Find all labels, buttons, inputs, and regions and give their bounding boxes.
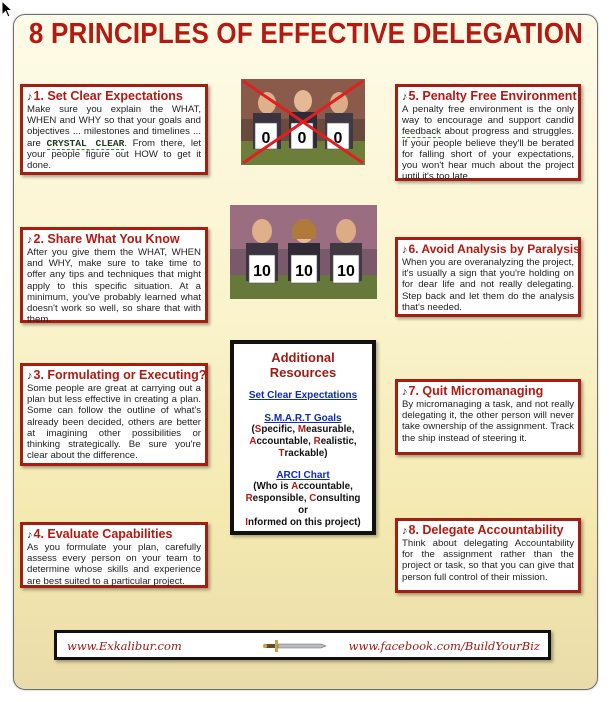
principle-box-6 bbox=[395, 237, 581, 317]
footer-link-facebook[interactable]: www.facebook.com/BuildYourBiz bbox=[348, 639, 540, 653]
music-note-icon: ♪ bbox=[27, 529, 33, 541]
judges-zero-score-photo bbox=[241, 79, 365, 165]
score-card-text: 0 bbox=[261, 130, 271, 147]
principle-heading-6: ♪6. Avoid Analysis by Paralysis bbox=[402, 242, 580, 256]
music-note-icon: ♪ bbox=[402, 91, 408, 103]
footer-bar bbox=[54, 630, 551, 660]
principle-box-1 bbox=[20, 84, 208, 175]
principle-heading-8: ♪8. Delegate Accountability bbox=[402, 523, 564, 537]
score-card-text: 10 bbox=[337, 263, 355, 280]
link-smart-goals[interactable]: S.M.A.R.T Goals bbox=[264, 413, 342, 424]
arci-chart-description: (Who is Accountable, Responsible, Consulting or Informed on this project) bbox=[245, 481, 361, 528]
principle-heading-5: ♪5. Penalty Free Environment bbox=[402, 89, 577, 103]
music-note-icon: ♪ bbox=[27, 234, 33, 246]
principle-heading-1 bbox=[27, 89, 201, 104]
principle-label-1: 1. Set Clear Expectations bbox=[33, 89, 183, 103]
sword-icon bbox=[263, 638, 327, 654]
music-note-icon: ♪ bbox=[402, 386, 408, 398]
principle-text-1: Make sure you explain the WHAT, WHEN and WHY so that your goals and objectives ... milestones and timelines ... are CRYSTAL CLEAR. From there, let your people figure out HOW to get it done. bbox=[27, 104, 201, 172]
principle-text-2: After you give them the WHAT, WHEN and WHY, make sure to take time to offer any tips and techniques that might apply to this specific situation. At a minimum, you've probably learned what doesn't work so well, so share that with them. bbox=[27, 247, 201, 326]
judges-ten-score-photo bbox=[230, 205, 377, 299]
score-card-text: 10 bbox=[253, 263, 271, 280]
principle-box-4 bbox=[20, 522, 208, 588]
resources-title: Additional Resources bbox=[269, 350, 337, 380]
principle-heading-4: ♪4. Evaluate Capabilities bbox=[27, 527, 173, 541]
principle-box-5 bbox=[395, 84, 581, 181]
principle-box-3 bbox=[20, 363, 208, 466]
principle-box-8 bbox=[395, 518, 581, 593]
footer-link-exkalibur[interactable]: www.Exkalibur.com bbox=[67, 639, 182, 653]
principle-heading-2: ♪2. Share What You Know bbox=[27, 232, 180, 246]
score-card-text: 0 bbox=[333, 130, 343, 147]
highlight-crystal-clear[interactable]: CRYSTAL CLEAR bbox=[46, 137, 125, 149]
score-card-text: 10 bbox=[295, 263, 313, 280]
highlight-feedback[interactable]: feedback bbox=[402, 126, 441, 138]
principle-text-6: When you are overanalyzing the project, it's usually a sign that you're holding on for dear life and not really delegating. Step back and let them do the analysis that's needed. bbox=[402, 257, 574, 313]
principle-box-7 bbox=[395, 379, 581, 455]
principle-text-5: A penalty free environment is the only way to encourage and support candid feedback about progress and struggles. If your people believe they'll be berated for falling short of your expectations, you won't hear much about the project until it's too late. bbox=[402, 104, 574, 183]
principle-text-7: By micromanaging a task, and not really delegating it, the other person will never take ownership of the assignment. Track the ship instead of steering it. bbox=[402, 399, 574, 444]
link-arci-chart[interactable]: ARCI Chart bbox=[276, 470, 330, 481]
principle-text-4: As you formulate your plan, carefully assess every person on your team to determine whose skills and experience are best suited to a particular project. bbox=[27, 542, 201, 587]
principle-text-3: Some people are great at carrying out a plan but less effective in creating a plan. Some can follow the outline of what's already been decided, others are better at imagining other possibilities or thinking strategically. Be sure you're clear about the difference. bbox=[27, 383, 201, 462]
score-card-text: 0 bbox=[297, 130, 307, 147]
page-title: 8 PRINCIPLES OF EFFECTIVE DELEGATION bbox=[28, 16, 584, 50]
music-note-icon: ♪ bbox=[402, 244, 408, 256]
principle-text-8: Think about delegating Accountability for the assignment rather than the project or task, so that you can give that person full control of their mission. bbox=[402, 538, 574, 583]
music-note-icon: ♪ bbox=[27, 91, 33, 103]
additional-resources-panel bbox=[230, 340, 376, 535]
principle-box-2 bbox=[20, 227, 208, 326]
principle-heading-7: ♪7. Quit Micromanaging bbox=[402, 384, 544, 398]
smart-goals-description: (Specific, Measurable, Accountable, Realistic, Trackable) bbox=[249, 424, 357, 459]
link-set-clear-expectations[interactable]: Set Clear Expectations bbox=[248, 390, 358, 401]
music-note-icon: ♪ bbox=[27, 370, 33, 382]
music-note-icon: ♪ bbox=[402, 525, 408, 537]
principle-heading-3: ♪3. Formulating or Executing? bbox=[27, 368, 207, 382]
